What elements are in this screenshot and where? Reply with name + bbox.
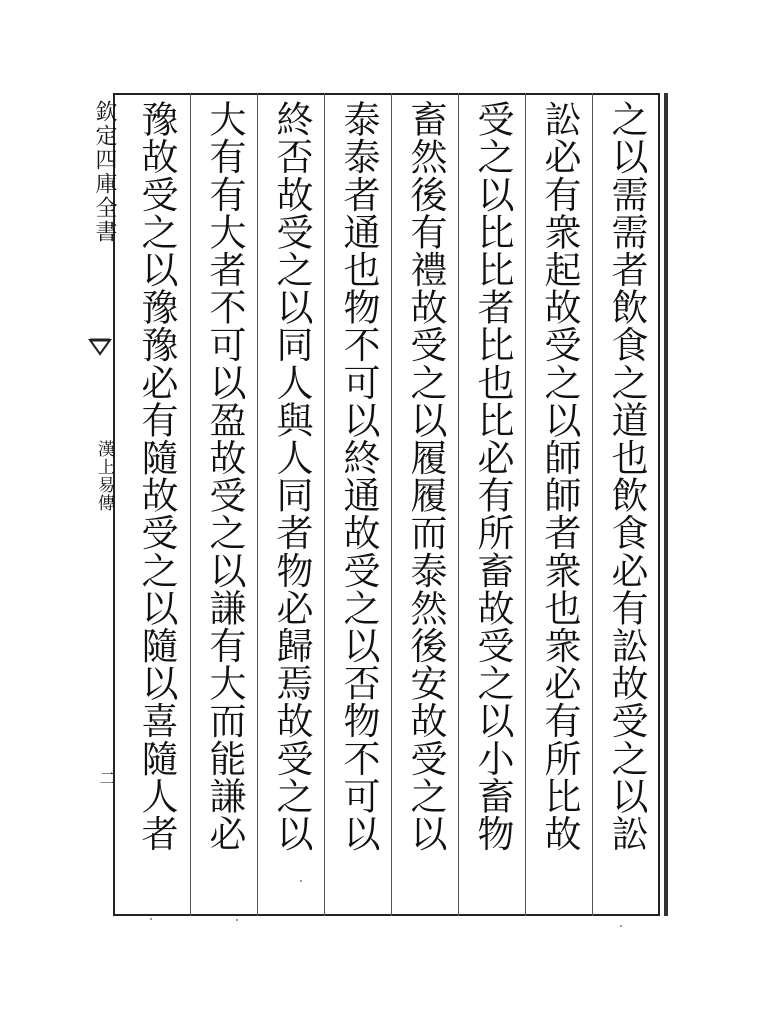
column-divider	[458, 93, 459, 916]
ink-speck	[620, 925, 622, 927]
column-divider	[257, 93, 258, 916]
ink-speck	[236, 919, 238, 921]
collection-title: 欽定四庫全書	[92, 100, 117, 244]
text-column-2: 訟必有衆起故受之以師師者衆也衆必有所比故	[538, 100, 581, 852]
text-column-3: 受之以比比者比也比必有所畜故受之以小畜物	[471, 100, 514, 852]
text-column-1: 之以需需者飲食之道也飲食必有訟故受之以訟	[605, 100, 648, 852]
column-divider	[190, 93, 191, 916]
page-number: 二	[97, 770, 116, 786]
column-divider	[525, 93, 526, 916]
text-column-7: 大有有大者不可以盈故受之以謙有大而能謙必	[203, 100, 246, 852]
fish-tail-mark-icon	[88, 338, 112, 356]
book-title: 漢上易傳	[94, 440, 114, 512]
column-divider	[391, 93, 392, 916]
ink-speck	[300, 880, 302, 882]
column-divider	[592, 93, 593, 916]
text-column-4: 畜然後有禮故受之以履履而泰然後安故受之以	[404, 100, 447, 852]
text-column-6: 終否故受之以同人與人同者物必歸焉故受之以	[270, 100, 313, 852]
outer-border-rule	[664, 93, 668, 916]
text-column-8: 豫故受之以豫豫必有隨故受之以隨以喜隨人者	[135, 100, 178, 852]
ink-speck	[150, 918, 152, 920]
column-divider	[324, 93, 325, 916]
text-column-5: 泰泰者通也物不可以終通故受之以否物不可以	[337, 100, 380, 852]
